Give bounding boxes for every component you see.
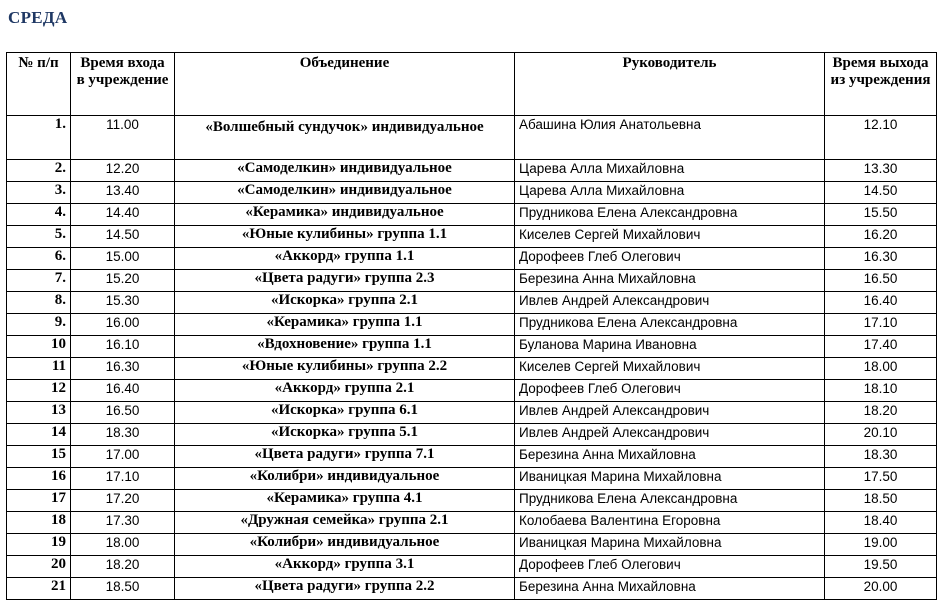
group-cell: «Колибри» индивидуальное bbox=[175, 468, 515, 490]
row-number: 14 bbox=[7, 424, 71, 446]
time-out-cell: 19.00 bbox=[825, 534, 937, 556]
row-number: 15 bbox=[7, 446, 71, 468]
leader-cell: Киселев Сергей Михайлович bbox=[515, 226, 825, 248]
group-cell: «Керамика» группа 1.1 bbox=[175, 314, 515, 336]
group-cell: «Керамика» группа 4.1 bbox=[175, 490, 515, 512]
time-in-cell: 17.10 bbox=[71, 468, 175, 490]
table-row bbox=[7, 534, 937, 556]
group-cell: «Искорка» группа 2.1 bbox=[175, 292, 515, 314]
time-out-cell: 16.40 bbox=[825, 292, 937, 314]
leader-cell: Березина Анна Михайловна bbox=[515, 270, 825, 292]
time-out-cell: 18.40 bbox=[825, 512, 937, 534]
time-in-cell: 12.20 bbox=[71, 160, 175, 182]
table-row bbox=[7, 204, 937, 226]
row-number: 4. bbox=[7, 204, 71, 226]
time-out-cell: 14.50 bbox=[825, 182, 937, 204]
table-row bbox=[7, 424, 937, 446]
table-row bbox=[7, 314, 937, 336]
row-number: 16 bbox=[7, 468, 71, 490]
row-number: 9. bbox=[7, 314, 71, 336]
table-row bbox=[7, 336, 937, 358]
time-out-cell: 20.00 bbox=[825, 578, 937, 600]
leader-cell: Ивлев Андрей Александрович bbox=[515, 424, 825, 446]
table-row bbox=[7, 248, 937, 270]
group-cell: «Аккорд» группа 3.1 bbox=[175, 556, 515, 578]
leader-cell: Абашина Юлия Анатольевна bbox=[515, 116, 825, 160]
schedule-table bbox=[6, 52, 937, 600]
group-cell: «Цвета радуги» группа 2.2 bbox=[175, 578, 515, 600]
group-cell: «Искорка» группа 6.1 bbox=[175, 402, 515, 424]
leader-cell: Иваницкая Марина Михайловна bbox=[515, 534, 825, 556]
time-in-cell: 18.30 bbox=[71, 424, 175, 446]
time-out-cell: 17.50 bbox=[825, 468, 937, 490]
time-in-cell: 16.50 bbox=[71, 402, 175, 424]
time-in-cell: 11.00 bbox=[71, 116, 175, 160]
row-number: 3. bbox=[7, 182, 71, 204]
leader-cell: Прудникова Елена Александровна bbox=[515, 204, 825, 226]
time-in-cell: 14.40 bbox=[71, 204, 175, 226]
leader-cell: Дорофеев Глеб Олегович bbox=[515, 380, 825, 402]
time-in-cell: 13.40 bbox=[71, 182, 175, 204]
column-header-leader: Руководитель bbox=[515, 53, 825, 116]
table-row bbox=[7, 446, 937, 468]
row-number: 1. bbox=[7, 116, 71, 160]
leader-cell: Царева Алла Михайловна bbox=[515, 160, 825, 182]
leader-cell: Березина Анна Михайловна bbox=[515, 578, 825, 600]
row-number: 2. bbox=[7, 160, 71, 182]
time-in-cell: 14.50 bbox=[71, 226, 175, 248]
time-out-cell: 12.10 bbox=[825, 116, 937, 160]
time-in-cell: 16.30 bbox=[71, 358, 175, 380]
table-row bbox=[7, 402, 937, 424]
group-cell: «Аккорд» группа 2.1 bbox=[175, 380, 515, 402]
table-row bbox=[7, 270, 937, 292]
row-number: 6. bbox=[7, 248, 71, 270]
leader-cell: Прудникова Елена Александровна bbox=[515, 490, 825, 512]
table-header-row bbox=[7, 53, 937, 116]
group-cell: «Юные кулибины» группа 2.2 bbox=[175, 358, 515, 380]
group-cell: «Искорка» группа 5.1 bbox=[175, 424, 515, 446]
row-number: 12 bbox=[7, 380, 71, 402]
group-cell: «Керамика» индивидуальное bbox=[175, 204, 515, 226]
time-in-cell: 16.00 bbox=[71, 314, 175, 336]
row-number: 11 bbox=[7, 358, 71, 380]
time-out-cell: 17.10 bbox=[825, 314, 937, 336]
row-number: 5. bbox=[7, 226, 71, 248]
group-cell: «Цвета радуги» группа 2.3 bbox=[175, 270, 515, 292]
time-in-cell: 18.00 bbox=[71, 534, 175, 556]
group-cell: «Колибри» индивидуальное bbox=[175, 534, 515, 556]
row-number: 10 bbox=[7, 336, 71, 358]
time-out-cell: 18.10 bbox=[825, 380, 937, 402]
table-row bbox=[7, 556, 937, 578]
time-in-cell: 17.20 bbox=[71, 490, 175, 512]
time-out-cell: 20.10 bbox=[825, 424, 937, 446]
time-in-cell: 17.30 bbox=[71, 512, 175, 534]
row-number: 8. bbox=[7, 292, 71, 314]
group-cell: «Юные кулибины» группа 1.1 bbox=[175, 226, 515, 248]
table-row bbox=[7, 578, 937, 600]
group-cell: «Самоделкин» индивидуальное bbox=[175, 160, 515, 182]
time-in-cell: 18.50 bbox=[71, 578, 175, 600]
table-row bbox=[7, 380, 937, 402]
column-header-num: № п/п bbox=[7, 53, 71, 116]
leader-cell: Дорофеев Глеб Олегович bbox=[515, 248, 825, 270]
time-out-cell: 18.20 bbox=[825, 402, 937, 424]
row-number: 19 bbox=[7, 534, 71, 556]
table-row bbox=[7, 116, 937, 160]
leader-cell: Буланова Марина Ивановна bbox=[515, 336, 825, 358]
table-row bbox=[7, 512, 937, 534]
time-out-cell: 13.30 bbox=[825, 160, 937, 182]
group-cell: «Аккорд» группа 1.1 bbox=[175, 248, 515, 270]
column-header-time-out: Время выхода из учреждения bbox=[825, 53, 937, 116]
table-row bbox=[7, 160, 937, 182]
table-row bbox=[7, 182, 937, 204]
time-in-cell: 15.30 bbox=[71, 292, 175, 314]
time-in-cell: 16.10 bbox=[71, 336, 175, 358]
time-out-cell: 18.00 bbox=[825, 358, 937, 380]
leader-cell: Колобаева Валентина Егоровна bbox=[515, 512, 825, 534]
time-in-cell: 17.00 bbox=[71, 446, 175, 468]
time-out-cell: 15.50 bbox=[825, 204, 937, 226]
row-number: 20 bbox=[7, 556, 71, 578]
group-cell: «Самоделкин» индивидуальное bbox=[175, 182, 515, 204]
table-row bbox=[7, 358, 937, 380]
table-row bbox=[7, 468, 937, 490]
time-out-cell: 18.30 bbox=[825, 446, 937, 468]
time-out-cell: 16.20 bbox=[825, 226, 937, 248]
column-header-time-in: Время входа в учреждение bbox=[71, 53, 175, 116]
group-cell: «Волшебный сундучок» индивидуальное bbox=[175, 116, 515, 160]
table-row bbox=[7, 490, 937, 512]
group-cell: «Цвета радуги» группа 7.1 bbox=[175, 446, 515, 468]
leader-cell: Киселев Сергей Михайлович bbox=[515, 358, 825, 380]
schedule-table-body bbox=[7, 116, 937, 600]
time-in-cell: 15.00 bbox=[71, 248, 175, 270]
row-number: 7. bbox=[7, 270, 71, 292]
leader-cell: Дорофеев Глеб Олегович bbox=[515, 556, 825, 578]
row-number: 18 bbox=[7, 512, 71, 534]
leader-cell: Ивлев Андрей Александрович bbox=[515, 292, 825, 314]
table-row bbox=[7, 226, 937, 248]
row-number: 17 bbox=[7, 490, 71, 512]
time-out-cell: 19.50 bbox=[825, 556, 937, 578]
time-out-cell: 16.50 bbox=[825, 270, 937, 292]
time-in-cell: 16.40 bbox=[71, 380, 175, 402]
day-heading: СРЕДА bbox=[8, 8, 68, 27]
leader-cell: Ивлев Андрей Александрович bbox=[515, 402, 825, 424]
leader-cell: Березина Анна Михайловна bbox=[515, 446, 825, 468]
time-out-cell: 17.40 bbox=[825, 336, 937, 358]
leader-cell: Прудникова Елена Александровна bbox=[515, 314, 825, 336]
time-in-cell: 15.20 bbox=[71, 270, 175, 292]
leader-cell: Иваницкая Марина Михайловна bbox=[515, 468, 825, 490]
group-cell: «Вдохновение» группа 1.1 bbox=[175, 336, 515, 358]
row-number: 13 bbox=[7, 402, 71, 424]
table-row bbox=[7, 292, 937, 314]
time-in-cell: 18.20 bbox=[71, 556, 175, 578]
time-out-cell: 16.30 bbox=[825, 248, 937, 270]
time-out-cell: 18.50 bbox=[825, 490, 937, 512]
row-number: 21 bbox=[7, 578, 71, 600]
column-header-group: Объединение bbox=[175, 53, 515, 116]
leader-cell: Царева Алла Михайловна bbox=[515, 182, 825, 204]
group-cell: «Дружная семейка» группа 2.1 bbox=[175, 512, 515, 534]
